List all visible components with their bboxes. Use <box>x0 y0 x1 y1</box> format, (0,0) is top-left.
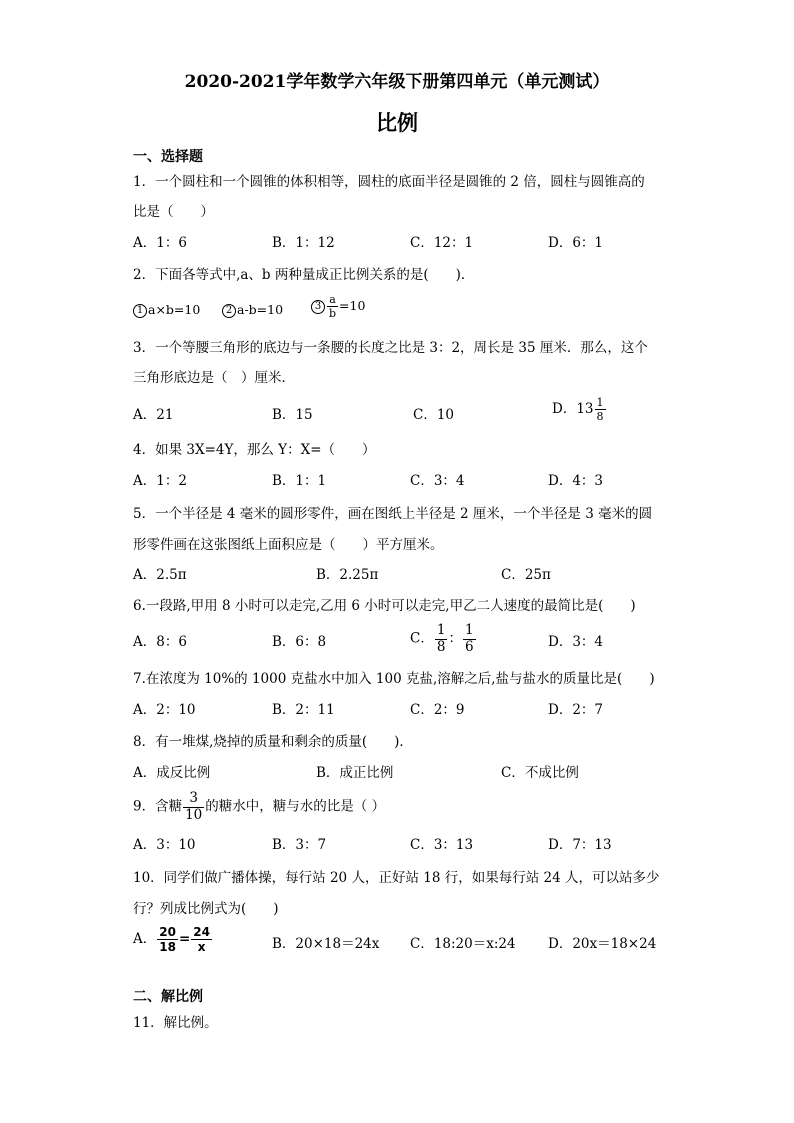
question-7-option-b: B．2：11 <box>272 702 335 718</box>
question-4-option-a: A．1：2 <box>133 473 187 489</box>
question-6-option-a: A．8：6 <box>133 634 187 650</box>
question-3-line-1: 3．一个等腰三角形的底边与一条腰的长度之比是 3：2，周长是 35 厘米．那么，这个 <box>133 340 648 356</box>
fraction-a-over-b <box>327 294 338 319</box>
question-5-option-c: C．25π <box>501 567 551 583</box>
question-7-stem: 7.在浓度为 10%的 1000 克盐水中加入 100 克盐,溶解之后,盐与盐水的质量比是( ) <box>133 671 655 687</box>
question-1-option-d: D．6：1 <box>548 235 604 251</box>
fraction-24-over-x <box>191 926 212 953</box>
question-5-option-a: A．2.5π <box>133 567 187 583</box>
question-6-stem: 6.一段路,甲用 8 小时可以走完,乙用 6 小时可以走完,甲乙二人速度的最简比是( ) <box>133 598 636 614</box>
question-2-choice-2 <box>222 301 283 319</box>
question-10-line-2: 行？列成比例式为( ) <box>133 901 279 917</box>
fraction-denominator: b <box>329 307 337 320</box>
fraction-denominator: 10 <box>185 806 203 823</box>
section-heading-solve-proportion: 二、解比例 <box>133 989 203 1005</box>
question-1-option-a: A．1：6 <box>133 235 187 251</box>
fraction-numerator: 20 <box>159 925 176 939</box>
circled-number-1: 1 <box>133 304 147 318</box>
option-d-label: D．13 <box>552 401 594 417</box>
fraction-denominator: x <box>197 940 206 954</box>
question-4-stem: 4．如果 3X=4Y，那么 Y：X=（ ） <box>133 442 376 458</box>
question-11-stem: 11．解比例。 <box>133 1015 218 1031</box>
question-2-choice-3 <box>311 294 365 319</box>
question-2-choice-1 <box>133 301 200 319</box>
fraction-numerator: a <box>327 294 338 307</box>
question-5-line-1: 5．一个半径是 4 毫米的圆形零件，画在图纸上半径是 2 厘米，一个半径是 3 毫米的圆 <box>133 506 653 522</box>
question-2-stem: 2．下面各等式中,a、b 两种量成正比例关系的是( )． <box>133 267 475 283</box>
circled-number-3: 3 <box>311 300 325 314</box>
question-1-line-1: 1．一个圆柱和一个圆锥的体积相等，圆柱的底面半径是圆锥的 2 倍，圆柱与圆锥高的 <box>133 174 645 190</box>
question-3-option-c: C．10 <box>413 407 455 423</box>
fraction-numerator: 1 <box>436 622 446 638</box>
ratio-colon: ： <box>448 630 462 647</box>
question-9-option-c: C．3：13 <box>410 837 474 853</box>
question-3-option-a: A．21 <box>133 407 174 423</box>
question-10-line-1: 10．同学们做广播体操，每行站 20 人，正好站 18 行，如果每行站 24 人，可以站多少 <box>133 870 660 886</box>
fraction-numerator: 3 <box>183 792 204 808</box>
question-6-option-b: B．6：8 <box>272 634 327 650</box>
choice-1-text: a×b=10 <box>148 302 201 317</box>
question-10-option-a <box>133 926 213 953</box>
question-7-option-c: C．2：9 <box>410 702 465 718</box>
question-9-option-b: B．3：7 <box>272 837 327 853</box>
question-6-option-d: D．3：4 <box>548 634 604 650</box>
question-7-option-a: A．2：10 <box>133 702 196 718</box>
question-10-option-d: D．20x＝18×24 <box>548 936 657 952</box>
question-1-line-2: 比是（ ） <box>133 204 214 220</box>
circled-number-2: 2 <box>222 304 236 318</box>
stem-prefix: 9．含糖 <box>133 798 183 815</box>
fraction-one-sixth <box>463 624 476 654</box>
question-3-option-b: B．15 <box>272 407 313 423</box>
fraction-denominator: 8 <box>436 638 446 655</box>
question-9-option-d: D．7：13 <box>548 837 612 853</box>
question-8-option-b: B．成正比例 <box>316 765 394 781</box>
fraction-one-eighth <box>595 397 606 422</box>
question-1-option-c: C．12：1 <box>410 235 474 251</box>
question-3-option-d <box>552 397 607 422</box>
question-3-line-2: 三角形底边是（ ）厘米． <box>133 370 295 386</box>
question-8-stem: 8．有一堆煤,烧掉的质量和剩余的质量( )． <box>133 734 413 750</box>
question-5-line-2: 形零件画在这张图纸上面积应是（ ）平方厘米。 <box>133 537 444 553</box>
section-heading-choice: 一、选择题 <box>133 149 203 165</box>
fraction-numerator: 1 <box>596 396 604 409</box>
question-4-option-d: D．4：3 <box>548 473 604 489</box>
question-4-option-c: C．3：4 <box>410 473 465 489</box>
question-5-option-b: B．2.25π <box>316 567 379 583</box>
document-title: 2020-2021学年数学六年级下册第四单元（单元测试） <box>184 72 610 92</box>
fraction-three-tenths <box>183 792 204 822</box>
option-a-label: A． <box>133 931 157 947</box>
fraction-numerator: 24 <box>193 925 210 939</box>
question-10-option-b: B．20×18＝24x <box>272 936 380 952</box>
equals-sign: = <box>178 931 191 947</box>
question-7-option-d: D．2：7 <box>548 702 604 718</box>
stem-suffix: 的糖水中，糖与水的比是（ ） <box>205 798 386 815</box>
question-6-option-c <box>410 624 477 654</box>
question-1-option-b: B．1：12 <box>272 235 335 251</box>
choice-2-text: a-b=10 <box>237 302 284 317</box>
question-9-option-a: A．3：10 <box>133 837 196 853</box>
question-8-option-c: C．不成比例 <box>501 765 579 781</box>
fraction-one-eighth <box>435 624 448 654</box>
document-subtitle: 比例 <box>376 110 418 135</box>
option-c-label: C． <box>410 630 434 647</box>
fraction-denominator: 6 <box>464 638 474 655</box>
question-8-option-a: A．成反比例 <box>133 765 211 781</box>
fraction-20-over-18 <box>157 926 178 953</box>
fraction-denominator: 18 <box>159 940 176 954</box>
fraction-denominator: 8 <box>596 410 604 423</box>
question-9-stem <box>133 792 385 822</box>
question-4-option-b: B．1：1 <box>272 473 327 489</box>
question-10-option-c: C．18:20＝x:24 <box>410 936 516 952</box>
fraction-numerator: 1 <box>464 622 474 638</box>
choice-3-text: =10 <box>339 298 366 313</box>
